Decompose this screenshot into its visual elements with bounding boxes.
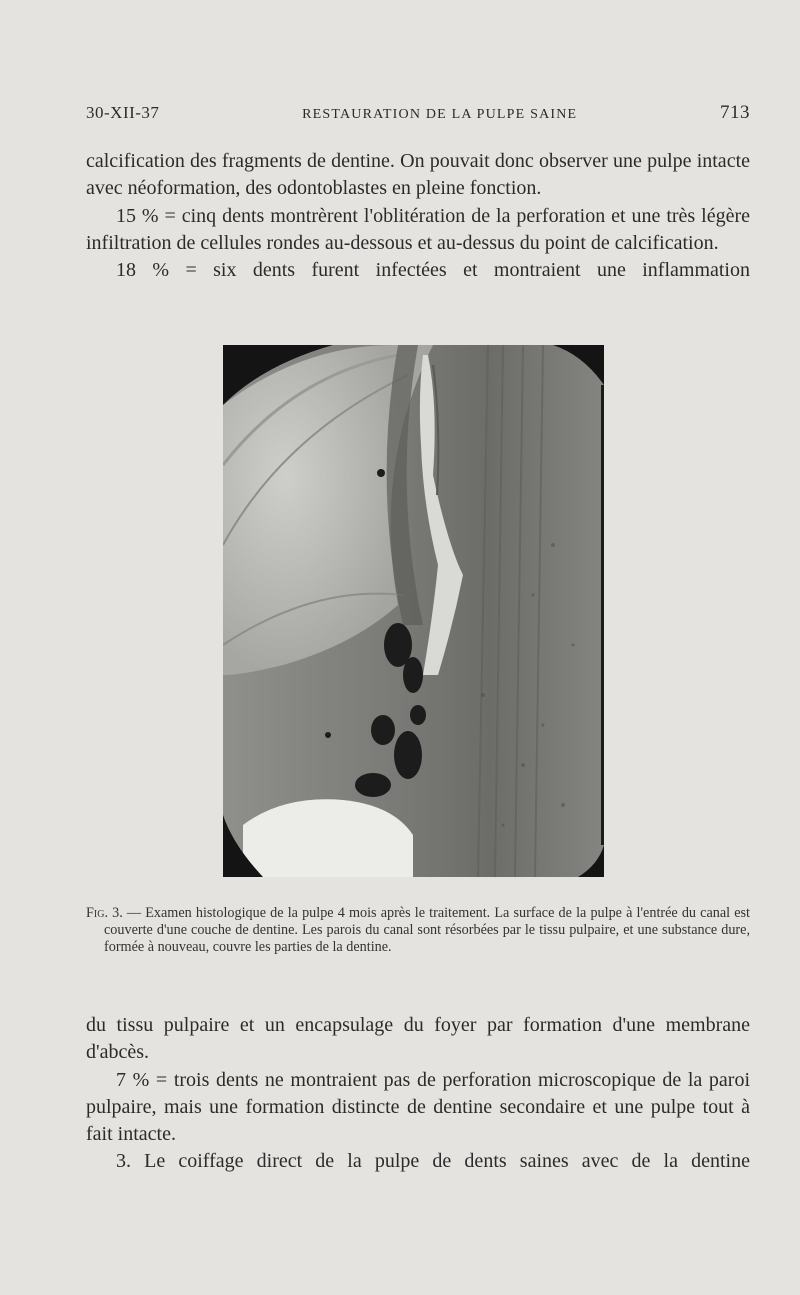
figure-caption [86, 905, 750, 957]
paragraph: 15 % = cinq dents montrèrent l'oblitération de la perforation et une très légère infiltration de cellules rondes au-dessous et au-dessus du point de calcification. [86, 204, 750, 254]
running-head [86, 102, 750, 124]
caption-text: — Examen histologique de la pulpe 4 mois après le traitement. La surface de la pulpe à l'entrée du canal est couverte d'une couche de dentine. Les parois du canal sont résorbées par le tissu pulpaire, et une substance dure, formée à nouveau, couvre les parties de la dentine. [104, 905, 750, 956]
paragraph: 3. Le coiffage direct de la pulpe de dents saines avec de la dentine [116, 1150, 750, 1173]
paragraph: du tissu pulpaire et un encapsulage du foyer par formation d'une membrane d'abcès. [86, 1014, 750, 1064]
histological-micrograph [223, 345, 604, 877]
micrograph-image [223, 345, 604, 877]
paragraph: 18 % = six dents furent infectées et montraient une inflammation [116, 259, 750, 282]
caption-label: Fig. 3. [86, 905, 123, 921]
body-text-bottom [86, 1012, 750, 1176]
header-date: 30-XII-37 [86, 103, 160, 122]
paragraph: calcification des fragments de dentine. On pouvait donc observer une pulpe intacte avec néoformation, des odontoblastes en pleine fonction. [86, 150, 750, 200]
header-title: RESTAURATION DE LA PULPE SAINE [302, 107, 578, 122]
body-text-top [86, 148, 750, 284]
paragraph: 7 % = trois dents ne montraient pas de perforation microscopique de la paroi pulpaire, mais une formation distincte de dentine secondaire et une pulpe tout à fait intacte. [86, 1068, 750, 1146]
page-number: 713 [719, 102, 750, 123]
